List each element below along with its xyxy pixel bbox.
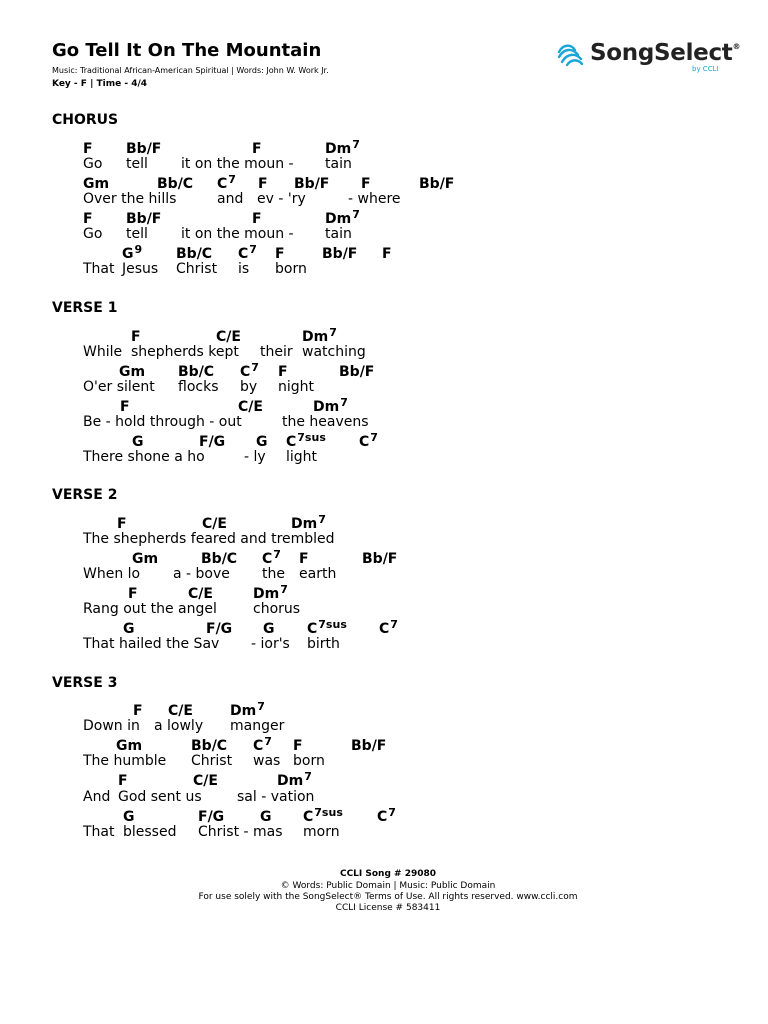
lyric: That hailed the Sav: [83, 636, 220, 652]
chord-root: Dm: [277, 773, 304, 789]
song-credits: Music: Traditional African-American Spiritual | Words: John W. Work Jr.: [52, 66, 329, 75]
footer-terms: For use solely with the SongSelect® Terms of Use. All rights reserved. www.ccli.com: [198, 892, 578, 902]
chord-root: C: [217, 176, 228, 192]
chord: G: [132, 434, 144, 450]
chord: F: [128, 586, 138, 602]
chord-root: Dm: [230, 703, 257, 719]
footer-license: CCLI License # 583411: [335, 903, 441, 913]
chord: C/E: [168, 703, 193, 719]
lyric: flocks: [178, 379, 219, 395]
lyric: That: [83, 261, 115, 277]
chord: Gm: [83, 176, 110, 192]
brand-sub: by CCLI: [692, 65, 719, 73]
lyric: - ior's: [251, 636, 290, 652]
lyric: tain: [325, 156, 352, 172]
chord-ext: 7: [390, 618, 398, 631]
lyric: is: [238, 261, 250, 277]
lyric: And: [83, 789, 111, 805]
chord: F/G: [199, 434, 226, 450]
chord-ext: 9: [134, 243, 143, 256]
chord-root: Dm: [325, 141, 352, 157]
lyric: There shone a ho: [83, 449, 205, 465]
lyric: born: [275, 261, 307, 277]
lyric: it on the moun -: [181, 156, 294, 172]
chord: Bb/C: [157, 176, 194, 192]
lyric: a - bove: [173, 566, 230, 582]
chord: F: [83, 211, 93, 227]
lyric: the heavens: [282, 414, 369, 430]
chord-ext: 7: [257, 700, 265, 713]
chord-root: Dm: [325, 211, 352, 227]
chord-ext: 7: [329, 326, 337, 339]
lyric: Rang out the angel: [83, 601, 217, 617]
lyric: night: [278, 379, 315, 395]
chord: Bb/C: [178, 364, 215, 380]
lyric: - where: [348, 191, 401, 207]
chord-ext: 7: [352, 208, 360, 221]
lyric: Go: [83, 226, 103, 242]
chord: Bb/F: [419, 176, 455, 192]
songselect-wave-logo-icon: [556, 40, 586, 68]
chord: F/G: [206, 621, 233, 637]
chord-ext: 7: [280, 583, 288, 596]
chord: [379, 618, 398, 638]
chord: Bb/C: [176, 246, 213, 262]
key-time: Key - F | Time - 4/4: [52, 79, 148, 89]
chord-root: Dm: [253, 586, 280, 602]
chord: F: [293, 738, 303, 754]
chord-root: G: [122, 246, 134, 262]
chord: G: [260, 809, 272, 825]
lyric: tell: [126, 156, 148, 172]
lyric: morn: [303, 824, 340, 840]
chord-root: C: [262, 551, 273, 567]
chord: F: [382, 246, 392, 262]
lyric: Go: [83, 156, 103, 172]
chord-root: C: [286, 434, 297, 450]
chord: G: [123, 621, 135, 637]
chord: F: [120, 399, 130, 415]
chord-ext: 7sus: [314, 806, 343, 819]
chord: Bb/F: [351, 738, 387, 754]
chord-root: C: [238, 246, 249, 262]
lyric: tell: [126, 226, 148, 242]
lyric: When lo: [83, 566, 141, 582]
lyric: Be - hold through - out: [83, 414, 242, 430]
chord: F: [278, 364, 288, 380]
chord: Gm: [119, 364, 146, 380]
chord-ext: 7: [273, 548, 281, 561]
footer-copyright: © Words: Public Domain | Music: Public Domain: [280, 881, 496, 891]
section-heading-verse-1: VERSE 1: [52, 300, 118, 316]
chord: Gm: [116, 738, 143, 754]
lyric: was: [253, 753, 281, 769]
lyric: and: [217, 191, 244, 207]
brand-name: [590, 40, 740, 66]
section-heading-verse-3: VERSE 3: [52, 675, 118, 691]
chord-ext: 7: [318, 513, 326, 526]
chord: F: [133, 703, 143, 719]
lyric: chorus: [253, 601, 301, 617]
lyric: ev - 'ry: [257, 191, 306, 207]
chord: Bb/F: [126, 141, 162, 157]
chord: [277, 770, 312, 790]
chord: Bb/C: [191, 738, 228, 754]
section-heading-chorus: CHORUS: [52, 112, 119, 128]
lyric: Jesus: [122, 261, 159, 277]
chord: C/E: [202, 516, 227, 532]
brand-name-text: SongSelect: [590, 40, 733, 66]
chord-ext: 7sus: [318, 618, 347, 631]
chord-ext: 7: [249, 243, 257, 256]
lyric: Down in: [83, 718, 140, 734]
lyric: born: [293, 753, 325, 769]
lyric: Christ - mas: [198, 824, 283, 840]
chord-ext: 7: [388, 806, 396, 819]
chord-root: Dm: [291, 516, 318, 532]
chord-root: C: [377, 809, 388, 825]
chord-ext: 7: [304, 770, 312, 783]
chord-root: Dm: [302, 329, 329, 345]
chord: F: [361, 176, 371, 192]
chord: Gm: [132, 551, 159, 567]
lyric: blessed: [123, 824, 177, 840]
chord: G: [123, 809, 135, 825]
lyric: Over the hills: [83, 191, 177, 207]
chord: Bb/C: [201, 551, 238, 567]
chord-root: C: [240, 364, 251, 380]
lyric: Christ: [176, 261, 218, 277]
chord: Bb/F: [126, 211, 162, 227]
chord-ext: 7: [264, 735, 272, 748]
chord: G: [256, 434, 268, 450]
chord-root: C: [359, 434, 370, 450]
chord-root: C: [303, 809, 314, 825]
lyric: their: [260, 344, 293, 360]
lyric: manger: [230, 718, 285, 734]
lyric: light: [286, 449, 318, 465]
chord: [377, 806, 396, 826]
lyric: The shepherds feared and trembled: [83, 531, 335, 547]
chord: F: [131, 329, 141, 345]
chord: C/E: [238, 399, 263, 415]
chord: [359, 431, 378, 451]
lyric: The humble: [83, 753, 167, 769]
lyric: it on the moun -: [181, 226, 294, 242]
lyric: birth: [307, 636, 340, 652]
chord: C/E: [188, 586, 213, 602]
chord: F/G: [198, 809, 225, 825]
lyric: shepherds kept: [131, 344, 239, 360]
lyric: O'er silent: [83, 379, 155, 395]
lyric: watching: [302, 344, 366, 360]
chord: F: [117, 516, 127, 532]
chord: Bb/F: [339, 364, 375, 380]
lyric: That: [83, 824, 115, 840]
chord-ext: 7: [370, 431, 378, 444]
chord: F: [252, 211, 262, 227]
chord-root: C: [379, 621, 390, 637]
chord: G: [263, 621, 275, 637]
song-title: Go Tell It On The Mountain: [52, 40, 322, 61]
chord: C/E: [193, 773, 218, 789]
lyric: While: [83, 344, 123, 360]
chord: F: [299, 551, 309, 567]
chord-ext: 7: [352, 138, 360, 151]
lyric: the: [262, 566, 285, 582]
lyric: a lowly: [154, 718, 204, 734]
chord: F: [118, 773, 128, 789]
chord-root: Dm: [313, 399, 340, 415]
lyric: by: [240, 379, 258, 395]
lyric: tain: [325, 226, 352, 242]
chord: C/E: [216, 329, 241, 345]
chord: Bb/F: [322, 246, 358, 262]
chord: F: [252, 141, 262, 157]
section-heading-verse-2: VERSE 2: [52, 487, 118, 503]
chord: F: [275, 246, 285, 262]
chord: Bb/F: [294, 176, 330, 192]
chord: F: [258, 176, 268, 192]
lyric: sal - vation: [237, 789, 315, 805]
chord-root: C: [253, 738, 264, 754]
chord-ext: 7: [251, 361, 259, 374]
lyric: Christ: [191, 753, 233, 769]
chord-ext: 7: [340, 396, 348, 409]
chord: F: [83, 141, 93, 157]
lyric: God sent us: [118, 789, 202, 805]
footer-song-number: CCLI Song # 29080: [339, 869, 437, 879]
chord-root: C: [307, 621, 318, 637]
chord-ext: 7sus: [297, 431, 326, 444]
lyric: - ly: [244, 449, 266, 465]
chord: Bb/F: [362, 551, 398, 567]
lyric: earth: [299, 566, 337, 582]
brand-reg: ®: [732, 42, 741, 51]
chord-ext: 7: [228, 173, 236, 186]
